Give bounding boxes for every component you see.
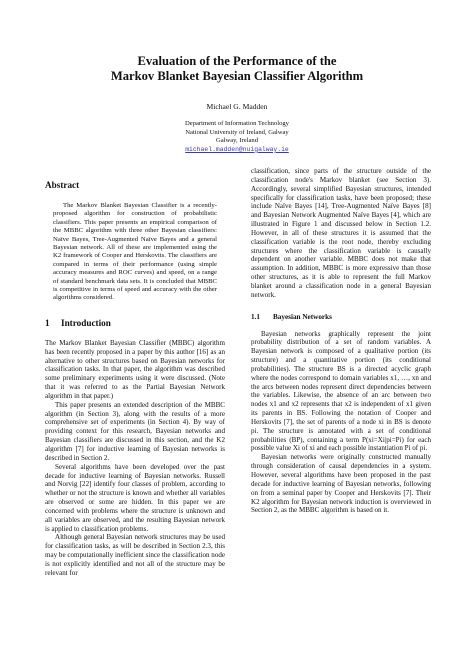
author-email-link[interactable]: michael.madden@nuigalway.ie (185, 145, 289, 153)
subsection-1-1-title: Bayesian Networks (273, 312, 332, 321)
subsection-1-1-number: 1.1 (251, 312, 260, 321)
right-column (251, 167, 431, 515)
affiliation-university: National University of Ireland, Galway (185, 128, 289, 136)
intro-paragraph-4: Although general Bayesian network structures may be used for classification tasks, as will be described in Section 2.3, this may be computationally inefficient since the classification node is not explicitly identified and not all of the structure may be relevant for (45, 533, 225, 577)
abstract-heading: Abstract (45, 180, 80, 190)
bayesian-networks-paragraph-2: Bayesian networks were originally constructed manually through consideration of causal dependencies in a system. However, several algorithms have been proposed in the past decade for inductive learning of Bayesian networks, following on from a seminal paper by Cooper and Herskovits [7]. Their K2 algorithm for Bayesian network induction is overviewed in Section 2, as the MBBC algorithm is based on it. (251, 453, 431, 515)
left-column (45, 180, 225, 578)
intro-paragraph-1: The Markov Blanket Bayesian Classifier (MBBC) algorithm has been recently proposed in a paper by this author [16] as an alternative to other structures based on Bayesian networks for classification tasks. In that paper, the algorithm was described some preliminary experiments using it were discussed. (Note that it was referred to as the Partial Bayesian Network algorithm in that paper.) (45, 338, 225, 400)
paper-title (0, 54, 474, 84)
bayesian-networks-paragraph-1: Bayesian networks graphically represent the joint probability distribution of a set of random variables. A Bayesian network is composed of a qualitative portion (its structure) and a quantitative portion (its conditional probabilities). The structure BS is a directed acyclic graph where the nodes correspond to domain variables x1, …, xn and the arcs between nodes represent direct dependencies between the variables. Likewise, the absence of an arc between two nodes x1 and x2 represents that x2 is independent of x1 given its parents in BS. Following the notation of Cooper and Herskovits [7], the set of parents of a node xi in BS is denote pi. The structure is annotated with a set of conditional probabilities (BP), containing a term P(xi=Xi|pi=Pi) for each possible value Xi of xi and each possible instantiation Pi of pi. (251, 329, 431, 453)
intro-paragraph-2: This paper presents an extended description of the MBBC algorithm (in Section 3), along with the results of a more comprehensive set of experiments (in Section 4). By way of providing context for this research, Bayesian networks and Bayesian classifiers are discussed in this section, and the K2 algorithm [7] for inductive learning of Bayesian networks is described in Section 2. (45, 400, 225, 462)
author-name: Michael G. Madden (206, 102, 268, 111)
affiliation-block (0, 120, 474, 154)
subsection-1-1-heading (251, 313, 431, 322)
section-1-heading (45, 318, 225, 329)
affiliation-department: Department of Information Technology (185, 120, 289, 127)
abstract-body: The Markov Blanket Bayesian Classifier is a recently-proposed algorithm for construction of probabilistic classifiers. This paper presents an empirical comparison of the MBBC algorithm with three other Bayesian classifiers: Naïve Bayes, Tree-Augmented Naïve Bayes and a general Bayesian network. All of these are implemented using the K2 framework of Cooper and Herskovits. The classifiers are compared in terms of their performance (using simple accuracy measures and ROC curves) and speed, on a range of standard benchmark data sets. It is concluded that MBBC is competitive in terms of speed and accuracy with the other algorithms considered. (53, 202, 217, 302)
intro-paragraph-3: Several algorithms have been developed over the past decade for inductive learning of Bayesian networks. Russell and Norvig [22] identify four classes of problem, according to whether or not the structure is known and whether all variables are observed or some are hidden. In this paper we are concerned with problems where the structure is unknown and all variables are observed, and the resulting Bayesian network is applied to classification problems. (45, 462, 225, 533)
section-1-number: 1 (45, 317, 50, 328)
intro-paragraph-4-continued: classification, since parts of the structure outside of the classification node's Markov blanket (see Section 3). Accordingly, several simplified Bayesian structures, intended specifically for classification tasks, have been proposed; these include Naïve Bayes [14], Tree-Augmented Naïve Bayes [8] and Bayesian Network Augmented Naïve Bayes [4], which are illustrated in Figure 1 and discussed below in Section 1.2. However, in all of these structures it is assumed that the classification variable is the root node, thereby excluding structures where the classification variable is causally dependent on another variable. MBBC does not make that assumption. In addition, MBBC is more expressive than those other structures, as it is able to represent the full Markov blanket around a classification node in a general Bayesian network. (251, 167, 431, 299)
title-line-1: Evaluation of the Performance of the (137, 54, 337, 68)
section-1-title: Introduction (61, 317, 111, 328)
affiliation-location: Galway, Ireland (215, 137, 259, 145)
title-line-2: Markov Blanket Bayesian Classifier Algorithm (110, 69, 364, 83)
